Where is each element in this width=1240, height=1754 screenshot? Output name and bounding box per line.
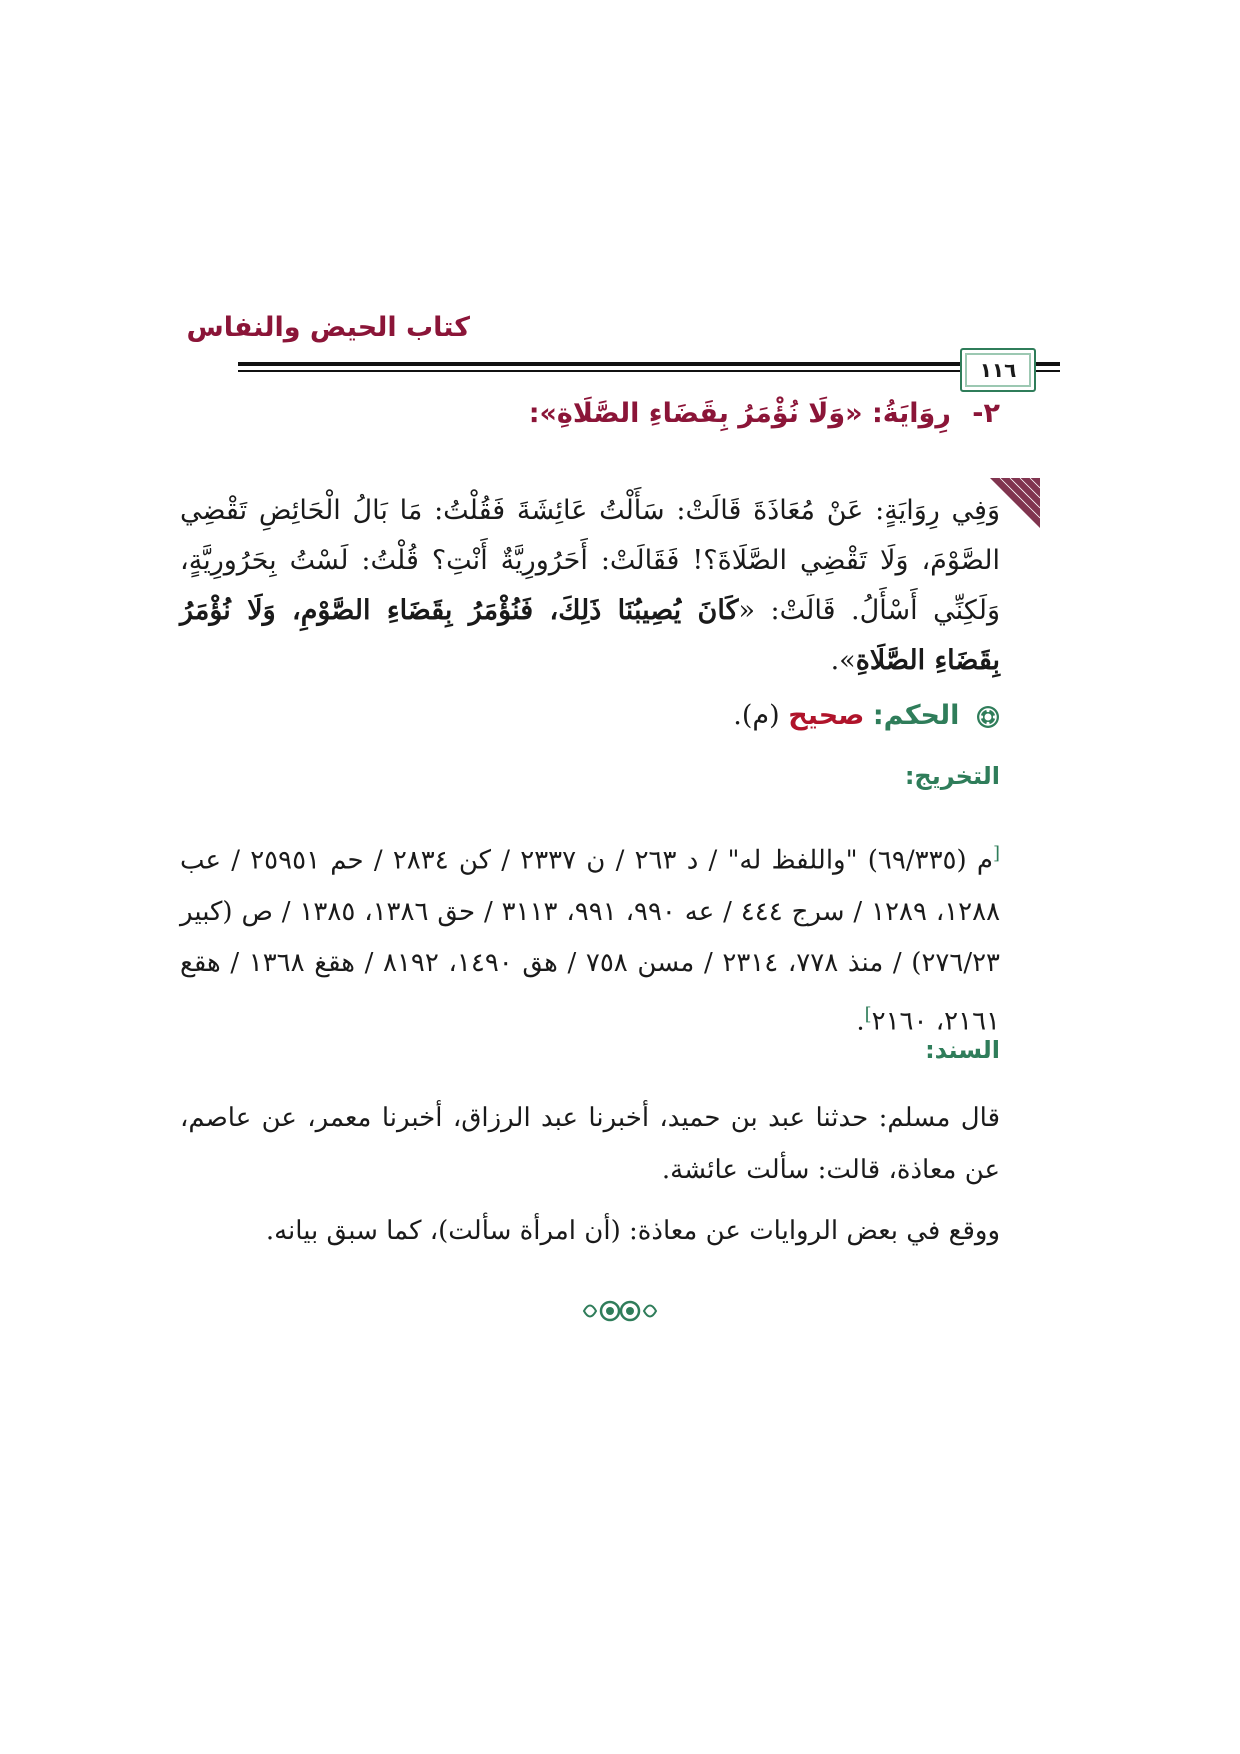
ruling-value: صحيح <box>788 700 865 731</box>
narration-text: وَفِي رِوَايَةٍ: عَنْ مُعَاذَةَ قَالَتْ: سَأَلْتُ عَائِشَةَ فَقُلْتُ: مَا بَالُ الْحَائِضِ تَقْضِي الصَّوْمَ، وَلَا تَقْضِي الصَّلَاةَ؟! فَقَالَتْ: أَحَرُورِيَّةٌ أَنْتِ؟ قُلْتُ: لَسْتُ بِحَرُورِيَّةٍ، وَلَكِنِّي أَسْأَلُ. قَالَتْ: « <box>180 495 1000 626</box>
page-number-badge <box>960 348 1036 392</box>
bracket-close: ] <box>864 1003 872 1025</box>
header-title: كتاب الحيض والنفاس <box>186 312 470 343</box>
hadith-narration <box>180 486 1000 686</box>
narration-bold-text: كَانَ يُصِيبُنَا ذَلِكَ، فَنُؤْمَرُ بِقَضَاءِ الصَّوْمِ، وَلَا نُؤْمَرُ بِقَضَاءِ الصَّلَاةِ <box>180 595 1000 676</box>
takhrij-text: م (٦٩/٣٣٥) "واللفظ له" / د ٢٦٣ / ن ٢٣٣٧ / كن ٢٨٣٤ / حم ٢٥٩٥١ / عب ١٢٨٨، ١٢٨٩ / سرج ٤٤٤ / عه ٩٩٠، ٩٩١، ٣١١٣ / حق ١٣٨٦، ١٣٨٥ / ص (كبير ٢٧٦/٢٣) / منذ ٧٧٨، ٢٣١٤ / مسن ٧٥٨ / هق ١٤٩٠، ٨١٩٢ / هقغ ١٣٦٨ / هقع ٢١٦١، ٢١٦٠ <box>180 845 1001 1037</box>
takhrij-end: . <box>856 1006 865 1037</box>
narration-end: ». <box>830 645 856 676</box>
sanad-heading: السند: <box>925 1036 1000 1064</box>
sanad-text: قال مسلم: حدثنا عبد بن حميد، أخبرنا عبد الرزاق، أخبرنا معمر، عن عاصم، عن معاذة، قالت: سألت عائشة. <box>180 1103 1000 1185</box>
end-ornament-icon <box>580 1296 660 1326</box>
flower-icon <box>976 705 1000 729</box>
bracket-open: [ <box>992 843 1000 864</box>
ruling-label: الحكم: <box>872 700 960 731</box>
takhrij-heading: التخريج: <box>904 762 1000 790</box>
ruling-line <box>180 700 1000 731</box>
ruling-source: (م). <box>733 700 789 731</box>
sanad-note: ووقع في بعض الروايات عن معاذة: (أن امرأة سألت)، كما سبق بيانه. <box>265 1216 1000 1246</box>
section-number: ٢- <box>972 398 1000 429</box>
page-number: ١١٦ <box>979 358 1017 382</box>
header-rule <box>238 362 1060 376</box>
section-heading-text: رِوَايَةُ: «وَلَا نُؤْمَرُ بِقَضَاءِ الصَّلَاةِ»: <box>528 398 951 429</box>
section-heading <box>180 398 1000 429</box>
takhrij-text-block <box>180 828 1000 1047</box>
